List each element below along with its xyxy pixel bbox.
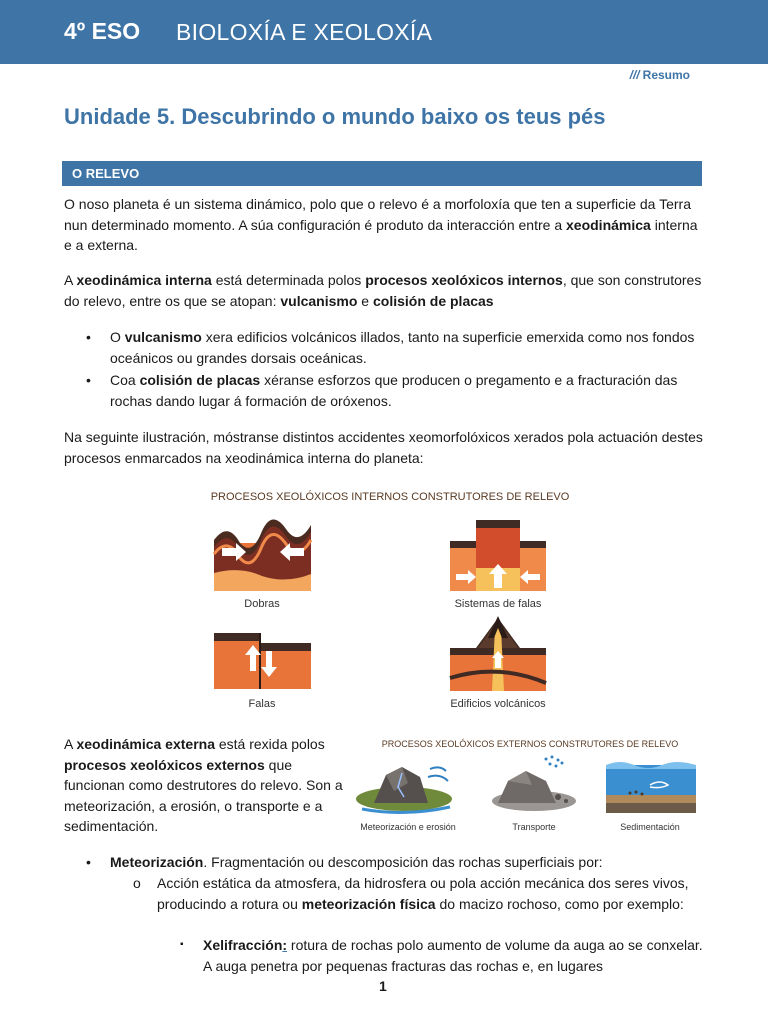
bullet-icon: • xyxy=(86,329,91,345)
text: interna e a externa. xyxy=(64,216,698,253)
figure-title: PROCESOS XEOLÓXICOS INTERNOS CONSTRUTORES DE RELEVO xyxy=(210,491,570,503)
volcano-illustration xyxy=(450,616,546,691)
bold-term: procesos xeolóxicos internos xyxy=(365,272,563,288)
fault-systems-illustration xyxy=(450,520,546,591)
page-title: Unidade 5. Descubrindo o mundo baixo os teus pés xyxy=(64,104,606,129)
external-processes-figure xyxy=(350,737,706,837)
text: está rexida polos xyxy=(214,736,325,752)
text: está determinada polos xyxy=(211,272,366,288)
paragraph-2 xyxy=(64,270,704,311)
bold-term: xeodinámica interna xyxy=(76,272,212,288)
list-item xyxy=(64,327,704,368)
faults-illustration xyxy=(214,633,311,689)
list-item xyxy=(64,370,704,411)
folds-illustration xyxy=(214,519,311,591)
text: O xyxy=(110,329,125,345)
text: A xyxy=(64,736,77,752)
list-item-meteorizacion xyxy=(64,852,704,873)
figure-label: Transporte xyxy=(512,822,556,832)
bold-term: xeodinámica externa xyxy=(76,736,215,752)
paragraph-3: Na seguinte ilustración, móstranse distintos accidentes xeomorfolóxicos xerados pola actuación destes procesos enmarcados na xeodinámica interna do planeta: xyxy=(64,429,703,466)
bold-term: colisión de placas xyxy=(372,292,494,309)
internal-processes-figure xyxy=(200,488,580,713)
header-bar xyxy=(0,0,768,64)
text: do macizo rochoso, como por exemplo: xyxy=(435,895,684,912)
text: Acción estática da atmosfera, da hidrosfera ou pola acción mecánica dos seres vivos, producindo a rotura ou xyxy=(157,875,689,912)
course-label: 4º ESO xyxy=(64,18,141,44)
text: xera edificios volcánicos illados, tanto na superficie emerxida como nos fondos oceánicos ou grandes dorsais oceánicas. xyxy=(110,329,695,366)
figure-label: Edificios volcánicos xyxy=(450,698,546,710)
page-number: 1 xyxy=(379,978,387,994)
weathering-illustration xyxy=(356,767,452,813)
bold-term: vulcanismo xyxy=(124,329,202,345)
text: rotura de rochas polo aumento de volume da auga ao se conxelar. A auga penetra por pequenas fracturas das rochas e, en lugares xyxy=(203,937,703,974)
sub-bullet-icon: o xyxy=(133,875,141,891)
resumo-label: Resumo xyxy=(642,68,690,82)
sedimentation-illustration xyxy=(606,762,696,813)
resumo-slashes: /// xyxy=(629,68,640,82)
bold-term: vulcanismo xyxy=(280,292,358,309)
bullet-icon: • xyxy=(86,372,91,388)
text: que funcionan como destrutores do relevo. Son a meteorización, a erosión, o transporte e a sedimentación. xyxy=(64,756,343,834)
figure-label: Dobras xyxy=(244,598,280,610)
text: A xyxy=(64,272,77,288)
figure-label: Falas xyxy=(248,698,276,710)
text: Coa xyxy=(110,372,140,388)
figure-label: Sistemas de falas xyxy=(454,598,542,610)
text: . Fragmentación ou descomposición das rochas superficiais por: xyxy=(203,854,603,870)
bold-term: Xelifracción xyxy=(203,937,283,953)
bullet-icon: • xyxy=(86,854,91,870)
bullet-list xyxy=(64,327,704,413)
figure-title: PROCESOS XEOLÓXICOS EXTERNOS CONSTRUTORES DE RELEVO xyxy=(381,739,679,749)
sub-list-item xyxy=(64,873,704,914)
text: , que son construtores do relevo, entre os que se atopan: xyxy=(64,272,702,309)
paragraph-1 xyxy=(64,194,704,256)
subject-label: BIOLOXÍA E XEOLOXÍA xyxy=(176,19,433,45)
bold-term: colisión de placas xyxy=(139,372,261,388)
bold-term: meteorización física xyxy=(301,895,436,912)
bold-term: procesos xeolóxicos externos xyxy=(64,756,265,773)
figure-label: Meteorización e erosión xyxy=(360,822,456,832)
square-bullet-icon: ▪ xyxy=(180,939,184,950)
resumo-tag xyxy=(630,68,690,82)
sub-sub-list-item xyxy=(64,935,704,976)
bold-term: Meteorización xyxy=(110,854,204,870)
text: e xyxy=(357,292,373,309)
paragraph-4 xyxy=(64,734,346,837)
figure-label: Sedimentación xyxy=(620,822,680,832)
transport-illustration xyxy=(492,756,576,812)
text: xéranse esforzos que producen o pregamento e a fracturación das rochas dando lugar á formación de oróxenos. xyxy=(110,372,678,409)
section-heading: O RELEVO xyxy=(62,161,702,186)
bold-term: xeodinámica xyxy=(566,216,651,233)
underlined-colon: : xyxy=(282,937,288,953)
text: O noso planeta é un sistema dinámico, polo que o relevo é a morfoloxía que ten a superficie da Terra nun determinado momento. A súa configuración é produto da interacción entre a xyxy=(64,196,692,233)
